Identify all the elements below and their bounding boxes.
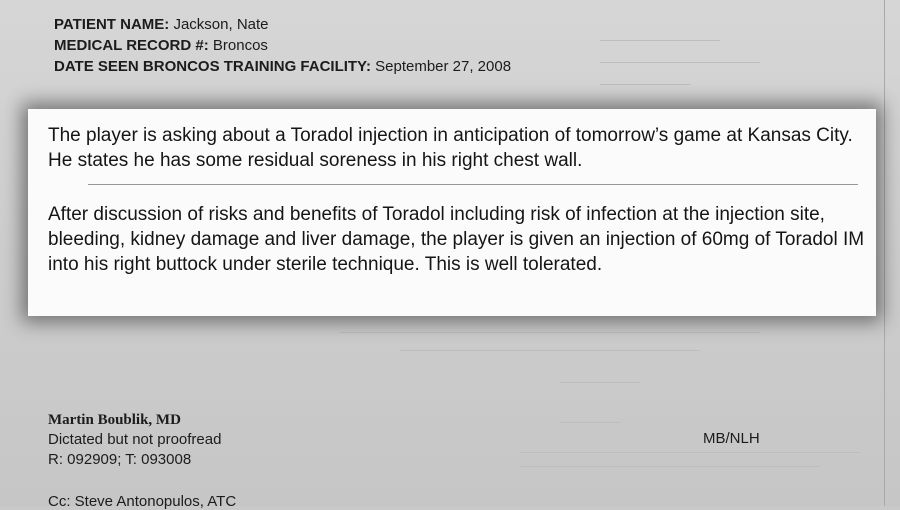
bleed-through-rule xyxy=(400,350,700,351)
bleed-through-rule xyxy=(600,40,720,41)
transcriber-initials: MB/NLH xyxy=(703,430,760,447)
date-seen-label: DATE SEEN BRONCOS TRAINING FACILITY: xyxy=(54,58,371,75)
dictation-note: Dictated but not proofread xyxy=(48,431,222,448)
signature-block xyxy=(48,410,221,470)
physician-name: Martin Boublik, MD xyxy=(48,412,181,428)
highlighted-excerpt xyxy=(28,109,876,316)
date-seen-value: September 27, 2008 xyxy=(375,58,512,75)
transcription-codes: R: 092909; T: 093008 xyxy=(48,451,192,468)
bleed-through-rule xyxy=(520,466,820,467)
bleed-through-rule xyxy=(560,382,640,383)
medical-record-value: Broncos xyxy=(212,37,268,54)
medical-record-row xyxy=(54,35,511,56)
bleed-through-text xyxy=(600,30,880,46)
patient-name-value: Jackson, Nate xyxy=(173,16,269,33)
excerpt-divider xyxy=(88,184,858,185)
carbon-copy-line: Cc: Steve Antonopulos, ATC xyxy=(48,493,237,510)
excerpt-paragraph-1: The player is asking about a Toradol injection in anticipation of tomorrow’s game at Kansas City. He states he has some residual soreness in his right chest wall. xyxy=(48,125,853,171)
patient-header xyxy=(54,14,511,77)
bleed-through-rule xyxy=(520,452,860,453)
medical-record-label: MEDICAL RECORD #: xyxy=(54,37,209,54)
bleed-through-rule xyxy=(560,422,620,423)
page-edge-rule xyxy=(884,0,885,506)
bleed-through-rule xyxy=(600,62,760,63)
patient-name-row xyxy=(54,14,511,35)
bleed-through-rule xyxy=(600,84,690,85)
date-seen-row xyxy=(54,56,511,77)
excerpt-paragraph-2: After discussion of risks and benefits of Toradol including risk of infection at the injection site, bleeding, kidney damage and liver damage, the player is given an injection of 60mg of Toradol IM into his right buttock under sterile technique. This is well tolerated. xyxy=(48,204,865,275)
bleed-through-rule xyxy=(340,332,760,333)
patient-name-label: PATIENT NAME: xyxy=(54,16,170,33)
